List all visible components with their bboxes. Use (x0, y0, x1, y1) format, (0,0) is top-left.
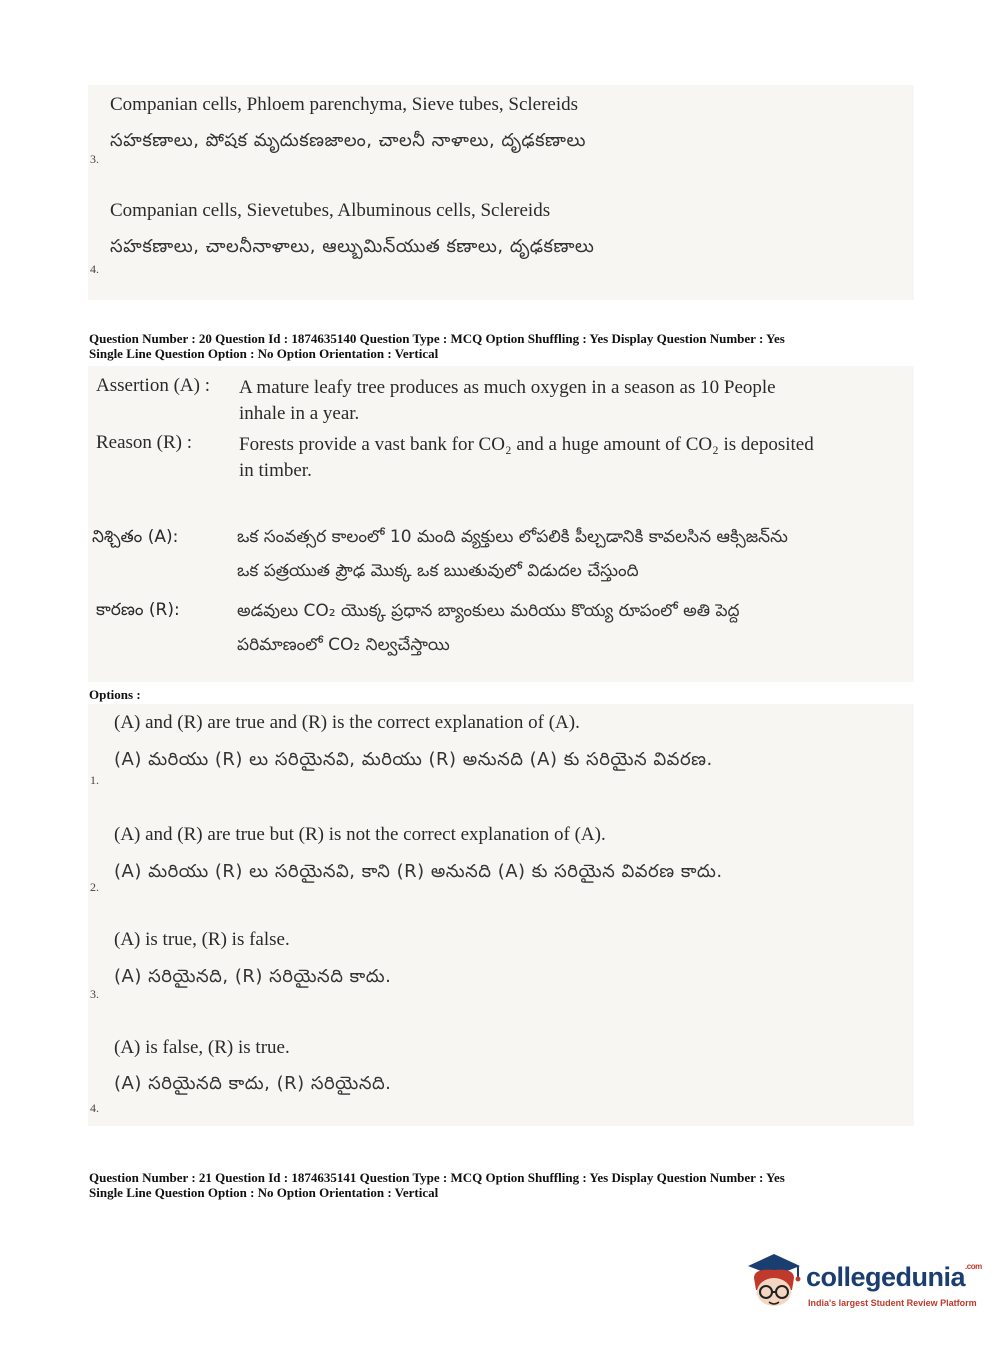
assertion-te-line-2: ఒక పత్రయుత ప్రౌఢ మొక్క ఒక ఋతువులో విడుదల చేస్తుంది (237, 561, 639, 581)
prev-option-4-te: సహకణాలు, చాలనీనాళాలు, ఆల్బుమిన్‌యుత కణాలు, దృఢకణాలు (110, 236, 595, 257)
assertion-line-1: A mature leafy tree produces as much oxygen in a season as 10 People (239, 377, 776, 398)
option-1-te[interactable]: (A) మరియు (R) లు సరియైనవి, మరియు (R) అనునది (A) కు సరియైన వివరణ. (114, 749, 713, 770)
option-3-te[interactable]: (A) సరియైనది, (R) సరియైనది కాదు. (114, 966, 392, 987)
assertion-text (239, 375, 864, 427)
reason-label: Reason (R) : (96, 432, 193, 453)
reason-te-line-1: అడవులు CO₂ యొక్క ప్రధాన బ్యాంకులు మరియు కొయ్య రూపంలో అతి పెద్ద (237, 601, 740, 621)
q20-meta-line1: Question Number : 20 Question Id : 1874635140 Question Type : MCQ Option Shuffling : Yes Display Question Number : Yes (89, 331, 785, 346)
option-2-te[interactable]: (A) మరియు (R) లు సరియైనవి, కాని (R) అనునది (A) కు సరియైన వివరణ కాదు. (114, 861, 723, 882)
assertion-te-text (237, 520, 862, 588)
reason-te-line-2: పరిమాణంలో CO₂ నిల్వచేస్తాయి (237, 635, 450, 655)
collegedunia-logo[interactable] (742, 1248, 982, 1318)
assertion-label: Assertion (A) : (96, 375, 210, 396)
prev-option-4-number: 4. (90, 262, 99, 276)
option-3-en[interactable]: (A) is true, (R) is false. (114, 929, 290, 950)
prev-options-block (88, 85, 914, 300)
assertion-te-label: నిశ్చితం (A): (92, 527, 179, 547)
q20-meta-line2: Single Line Question Option : No Option Orientation : Vertical (89, 346, 439, 361)
q21-meta-line1: Question Number : 21 Question Id : 1874635141 Question Type : MCQ Option Shuffling : Yes Display Question Number : Yes (89, 1170, 785, 1185)
reason-te-label: కారణం (R): (96, 600, 180, 620)
logo-brand-text (806, 1262, 982, 1293)
reason-text (239, 432, 864, 484)
reason-te-text (237, 594, 862, 662)
option-4-number: 4. (90, 1101, 99, 1115)
option-1-number: 1. (90, 773, 99, 787)
prev-option-3-en: Companian cells, Phloem parenchyma, Sieve tubes, Sclereids (110, 94, 579, 115)
prev-option-4-en: Companian cells, Sievetubes, Albuminous cells, Sclereids (110, 200, 551, 221)
option-3-number: 3. (90, 987, 99, 1001)
assertion-line-2: inhale in a year. (239, 403, 360, 424)
prev-option-3-number: 3. (90, 152, 99, 166)
option-2-number: 2. (90, 880, 99, 894)
logo-brand-suffix: .com (965, 1262, 982, 1271)
options-label: Options : (89, 687, 141, 702)
prev-option-3-te: సహకణాలు, పోషక మృదుకణజాలం, చాలనీ నాళాలు, దృఢకణాలు (110, 130, 587, 151)
assertion-te-line-1: ఒక సంవత్సర కాలంలో 10 మంది వ్యక్తులు లోపలికి పీల్చడానికి కావలసిన ఆక్సిజన్‌ను (237, 527, 788, 547)
reason-line-2: in timber. (239, 460, 312, 481)
logo-tagline: India's largest Student Review Platform (808, 1298, 977, 1308)
option-4-en[interactable]: (A) is false, (R) is true. (114, 1037, 290, 1058)
q21-meta-line2: Single Line Question Option : No Option Orientation : Vertical (89, 1185, 439, 1200)
logo-brand-name: collegedunia (806, 1262, 966, 1292)
option-4-te[interactable]: (A) సరియైనది కాదు, (R) సరియైనది. (114, 1073, 392, 1094)
option-2-en[interactable]: (A) and (R) are true but (R) is not the correct explanation of (A). (114, 824, 606, 845)
student-mascot-icon (742, 1248, 804, 1314)
option-1-en[interactable]: (A) and (R) are true and (R) is the correct explanation of (A). (114, 712, 580, 733)
reason-line-1: Forests provide a vast bank for CO₂ and a huge amount of CO₂ is deposited (239, 434, 814, 455)
